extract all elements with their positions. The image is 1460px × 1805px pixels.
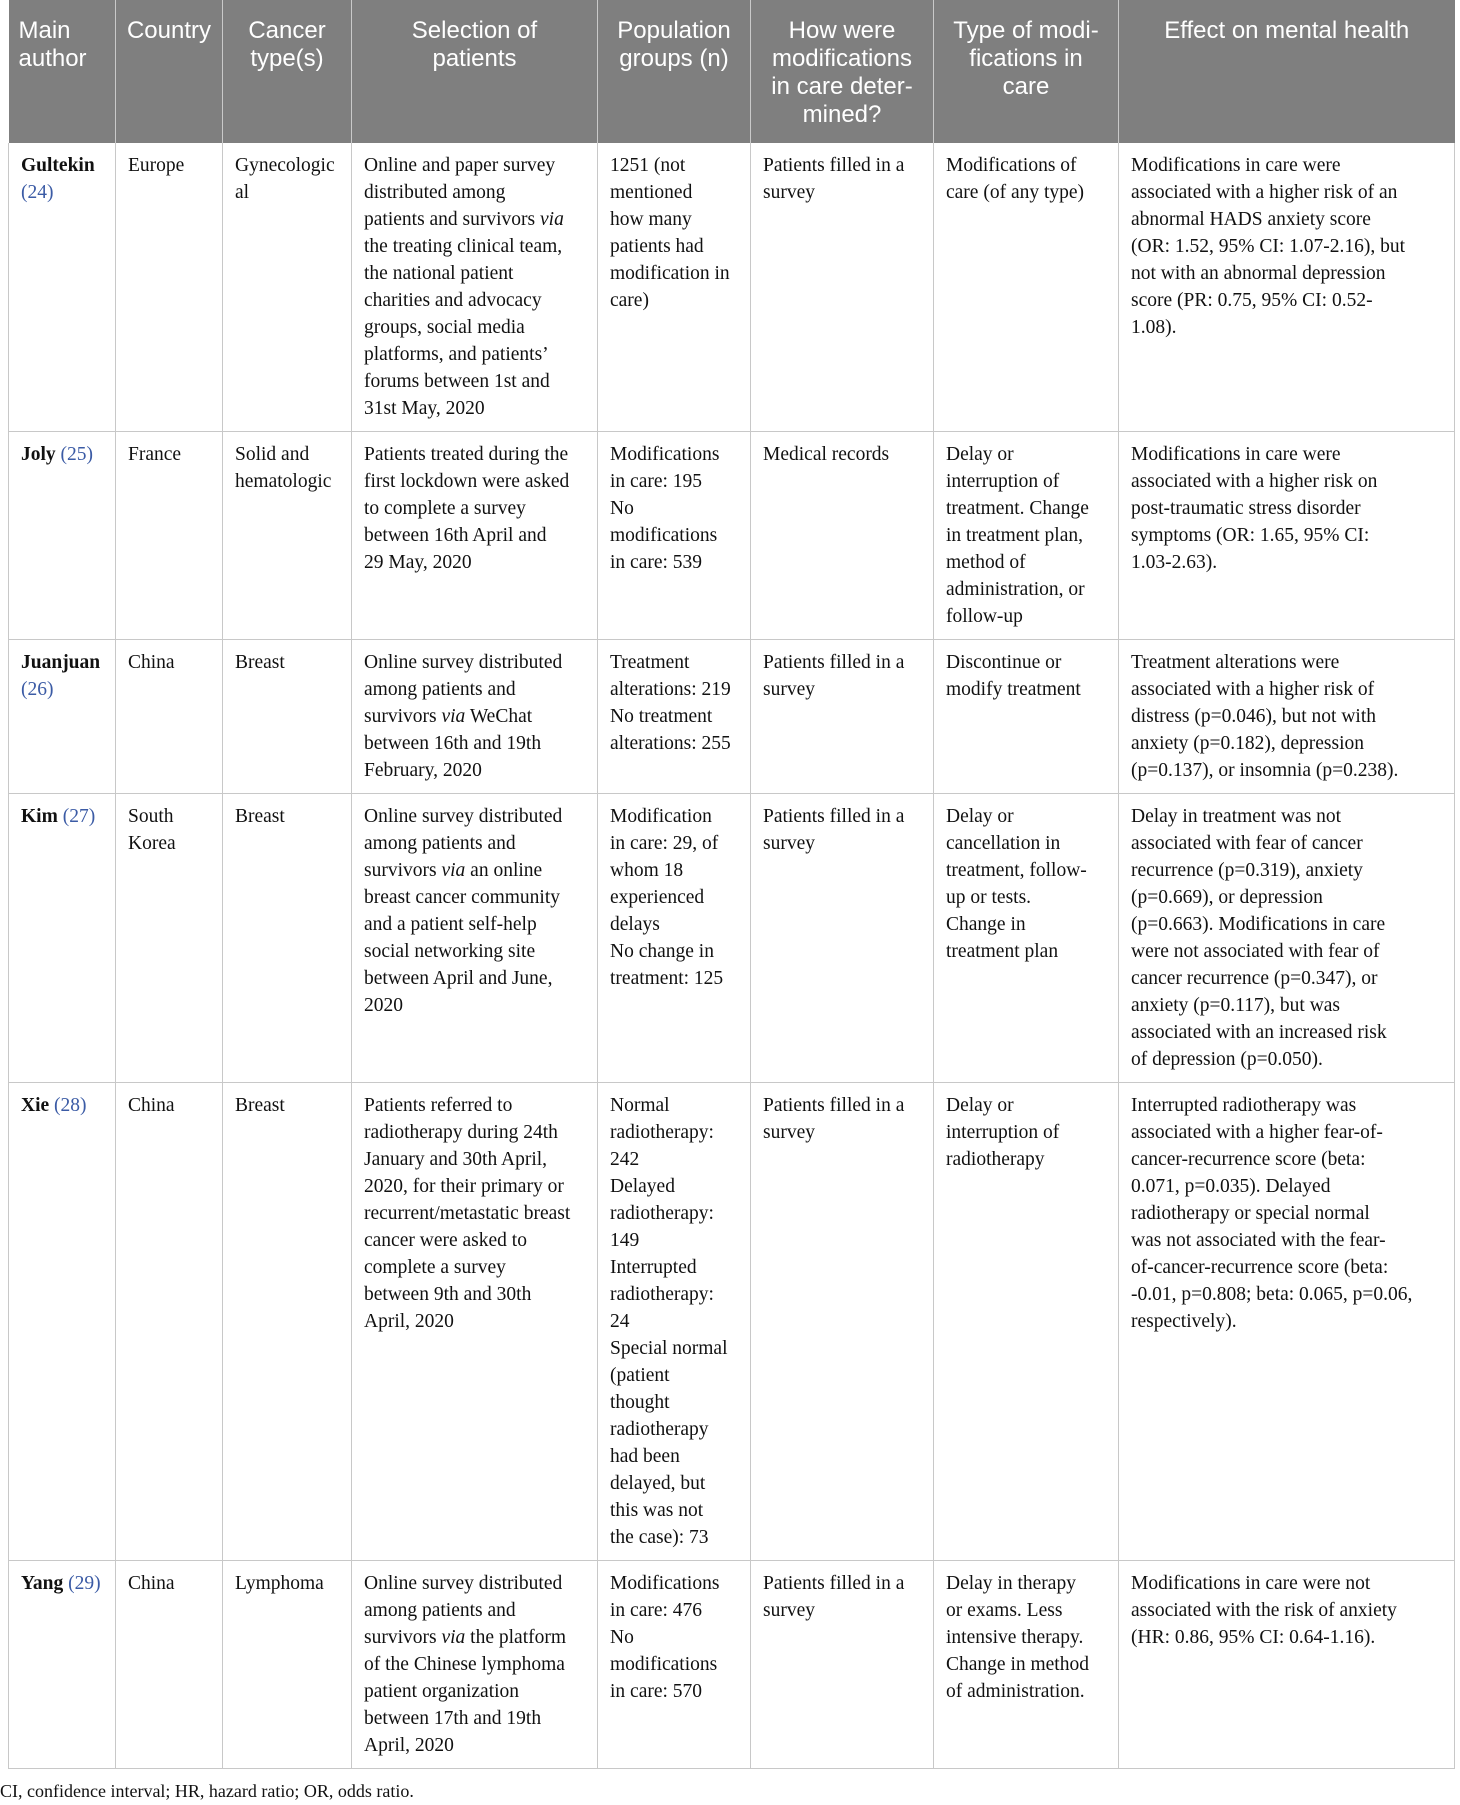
reference-link[interactable]: (29) (68, 1573, 101, 1594)
selection-cell (352, 143, 598, 432)
effect-cell-line: Modifications in care were (1131, 155, 1341, 176)
determined-cell-line: survey (763, 182, 815, 203)
effect-cell-line: score (PR: 0.75, 95% CI: 0.52- (1131, 290, 1373, 311)
header-selection (352, 0, 598, 143)
modification-type-cell-line: up or tests. (946, 887, 1032, 908)
effect-cell-line: post-traumatic stress disorder (1131, 498, 1361, 519)
header-how-determined (751, 0, 934, 143)
population-cell-line: in care: 195 (610, 471, 703, 492)
effect-cell-line: Modifications in care were not (1131, 1573, 1371, 1594)
population-cell-line: No (610, 498, 634, 519)
effect-cell-line: associated with a higher risk of an (1131, 182, 1398, 203)
modification-type-cell-line: Discontinue or (946, 652, 1062, 673)
author-cell (9, 432, 116, 640)
effect-cell-line: symptoms (OR: 1.65, 95% CI: (1131, 525, 1370, 546)
population-cell-line: Interrupted (610, 1257, 697, 1278)
effect-cell-line: 1.08). (1131, 317, 1177, 338)
effect-cell-line: Treatment alterations were (1131, 652, 1340, 673)
selection-cell (352, 1083, 598, 1561)
modification-type-cell-line: Delay or (946, 444, 1014, 465)
cancer-type-cell: Breast (223, 1083, 352, 1561)
cancer-type-cell: Lymphoma (223, 1561, 352, 1769)
selection-cell-line: February, 2020 (364, 760, 482, 781)
selection-cell-line: 31st May, 2020 (364, 398, 485, 419)
selection-cell-line: 2020 (364, 995, 403, 1016)
cancer-type-cell: Breast (223, 640, 352, 794)
selection-cell-line: distributed among (364, 182, 506, 203)
cancer-type-cell: Gynecological (223, 143, 352, 432)
population-cell-line: mentioned (610, 182, 693, 203)
population-cell-line: in care: 570 (610, 1681, 703, 1702)
population-cell-line: Modifications (610, 1573, 720, 1594)
determined-cell-line: Patients filled in a (763, 1095, 905, 1116)
modification-type-cell-line: radiotherapy (946, 1149, 1045, 1170)
selection-cell (352, 1561, 598, 1769)
author-name: Yang (21, 1573, 64, 1594)
selection-cell-line: between 17th and 19th (364, 1708, 542, 1729)
determined-cell (751, 794, 934, 1083)
determined-cell-line: survey (763, 1122, 815, 1143)
effect-cell-line: associated with fear of cancer (1131, 833, 1363, 854)
modification-type-cell (934, 794, 1119, 1083)
table-row (9, 640, 1455, 794)
selection-cell-line: patient organization (364, 1681, 520, 1702)
table-body (9, 143, 1455, 1769)
modification-type-cell (934, 432, 1119, 640)
determined-cell-line: survey (763, 679, 815, 700)
population-cell-line: 24 (610, 1311, 630, 1332)
header-row (9, 0, 1455, 143)
table-footnote: CI, confidence interval; HR, hazard ratio; OR, odds ratio. (0, 1781, 414, 1801)
selection-cell-line: Online survey distributed (364, 806, 563, 827)
table-row (9, 1083, 1455, 1561)
population-cell-line: in care: 29, of (610, 833, 719, 854)
selection-cell-line: the national patient (364, 263, 514, 284)
author-name: Juanjuan (21, 652, 101, 673)
header-population (598, 0, 751, 143)
modification-type-cell (934, 640, 1119, 794)
selection-cell-line: January and 30th April, (364, 1149, 548, 1170)
effect-cell-line: was not associated with the fear- (1131, 1230, 1386, 1251)
selection-cell-line: platforms, and patients’ (364, 344, 549, 365)
population-cell-line: how many (610, 209, 692, 230)
results-table (8, 0, 1455, 1769)
header-line: modifications (771, 45, 913, 72)
effect-cell-line: Interrupted radiotherapy was (1131, 1095, 1357, 1116)
selection-cell-line: among patients and (364, 833, 516, 854)
header-line: mined? (802, 101, 882, 128)
header-type-modifications (934, 0, 1119, 143)
effect-cell-line: not with an abnormal depression (1131, 263, 1386, 284)
population-cell-line: had been (610, 1446, 680, 1467)
author-cell (9, 794, 116, 1083)
population-cell-line: Special normal (610, 1338, 728, 1359)
selection-cell-line: between 9th and 30th (364, 1284, 532, 1305)
population-cell (598, 143, 751, 432)
effect-cell-line: were not associated with fear of (1131, 941, 1380, 962)
population-cell-line: in care: 539 (610, 552, 703, 573)
effect-cell-line: (HR: 0.86, 95% CI: 0.64-1.16). (1131, 1627, 1376, 1648)
table-row (9, 1561, 1455, 1769)
population-cell-line: thought (610, 1392, 670, 1413)
country-cell: Europe (116, 143, 223, 432)
header-cancer-types (223, 0, 352, 143)
population-cell-line: 1251 (not (610, 155, 686, 176)
effect-cell-line: associated with a higher fear-of- (1131, 1122, 1383, 1143)
country-cell: South Korea (116, 794, 223, 1083)
population-cell-line: Treatment (610, 652, 690, 673)
population-cell-line: delays (610, 914, 660, 935)
selection-cell (352, 432, 598, 640)
selection-cell-line: among patients and (364, 1600, 516, 1621)
author-name: Kim (21, 806, 58, 827)
effect-cell-line: (p=0.669), or depression (1131, 887, 1323, 908)
author-name: Joly (21, 444, 56, 465)
modification-type-cell-line: Modifications of (946, 155, 1077, 176)
population-cell-line: treatment: 125 (610, 968, 724, 989)
selection-cell-line: among patients and (364, 679, 516, 700)
population-cell-line: patients had (610, 236, 704, 257)
modification-type-cell-line: follow-up (946, 606, 1023, 627)
effect-cell (1119, 1083, 1455, 1561)
selection-cell (352, 794, 598, 1083)
table-row (9, 143, 1455, 432)
effect-cell-line: cancer recurrence (p=0.347), or (1131, 968, 1378, 989)
selection-cell-line: recurrent/metastatic breast (364, 1203, 571, 1224)
effect-cell-line: radiotherapy or special normal (1131, 1203, 1370, 1224)
effect-cell (1119, 1561, 1455, 1769)
population-cell-line: 242 (610, 1149, 640, 1170)
author-name: Gultekin (21, 155, 95, 176)
population-cell-line: (patient (610, 1365, 670, 1386)
effect-cell (1119, 143, 1455, 432)
selection-cell-line: survivors via WeChat (364, 706, 533, 727)
header-line: in care deter- (771, 73, 913, 100)
selection-cell-line: survivors via an online (364, 860, 543, 881)
determined-cell-line: Patients filled in a (763, 1573, 905, 1594)
selection-cell-line: and a patient self-help (364, 914, 537, 935)
modification-type-cell-line: Delay in therapy (946, 1573, 1076, 1594)
effect-cell-line: associated with a higher risk of (1131, 679, 1375, 700)
modification-type-cell-line: cancellation in (946, 833, 1061, 854)
country-cell: France (116, 432, 223, 640)
effect-cell-line: recurrence (p=0.319), anxiety (1131, 860, 1363, 881)
modification-type-cell-line: Delay or (946, 806, 1014, 827)
selection-cell-line: 2020, for their primary or (364, 1176, 564, 1197)
determined-cell (751, 143, 934, 432)
header-line: Selection of (411, 17, 538, 44)
selection-cell-line: to complete a survey (364, 498, 526, 519)
selection-cell-line: Patients treated during the (364, 444, 569, 465)
effect-cell (1119, 640, 1455, 794)
reference-link[interactable]: (28) (54, 1095, 87, 1116)
selection-cell-line: charities and advocacy (364, 290, 542, 311)
determined-cell-line: survey (763, 1600, 815, 1621)
country-cell: China (116, 1083, 223, 1561)
reference-link[interactable]: (27) (62, 806, 96, 827)
determined-cell (751, 1561, 934, 1769)
selection-cell-line: cancer were asked to (364, 1230, 527, 1251)
modification-type-cell-line: or exams. Less (946, 1600, 1063, 1621)
header-main-author (9, 0, 116, 143)
population-cell-line: alterations: 255 (610, 733, 731, 754)
effect-cell-line: of-cancer-recurrence score (beta: (1131, 1257, 1389, 1278)
effect-cell-line: distress (p=0.046), but not with (1131, 706, 1376, 727)
header-line: Country (126, 17, 212, 44)
effect-cell-line: associated with the risk of anxiety (1131, 1600, 1397, 1621)
effect-cell-line: (OR: 1.52, 95% CI: 1.07-2.16), but (1131, 236, 1406, 257)
modification-type-cell-line: modify treatment (946, 679, 1081, 700)
population-cell-line: Delayed (610, 1176, 675, 1197)
selection-cell-line: between 16th April and (364, 525, 547, 546)
table-row (9, 794, 1455, 1083)
effect-cell (1119, 432, 1455, 640)
population-cell-line: radiotherapy: (610, 1122, 714, 1143)
selection-cell-line: complete a survey (364, 1257, 506, 1278)
determined-cell (751, 640, 934, 794)
effect-cell-line: (p=0.137), or insomnia (p=0.238). (1131, 760, 1399, 781)
determined-cell (751, 1083, 934, 1561)
modification-type-cell (934, 1083, 1119, 1561)
modification-type-cell (934, 1561, 1119, 1769)
effect-cell-line: associated with a higher risk on (1131, 471, 1378, 492)
determined-cell-line: Patients filled in a (763, 652, 905, 673)
selection-cell-line: April, 2020 (364, 1311, 454, 1332)
cancer-type-cell: Solid and hematologic (223, 432, 352, 640)
header-line: Population (617, 17, 731, 44)
population-cell-line: Normal (610, 1095, 670, 1116)
selection-cell-line: the treating clinical team, (364, 236, 563, 257)
modification-type-cell-line: interruption of (946, 471, 1060, 492)
selection-cell-line: groups, social media (364, 317, 525, 338)
population-cell (598, 640, 751, 794)
effect-cell-line: of depression (p=0.050). (1131, 1049, 1323, 1070)
author-cell (9, 1083, 116, 1561)
selection-cell-line: of the Chinese lymphoma (364, 1654, 565, 1675)
header-line: care (1002, 73, 1050, 100)
reference-link[interactable]: (26) (21, 679, 54, 700)
selection-cell-line: Online survey distributed (364, 1573, 563, 1594)
modification-type-cell-line: treatment plan (946, 941, 1059, 962)
header-line: type(s) (250, 45, 324, 72)
effect-cell-line: abnormal HADS anxiety score (1131, 209, 1371, 230)
population-cell-line: experienced (610, 887, 705, 908)
selection-cell-line: radiotherapy during 24th (364, 1122, 558, 1143)
population-cell-line: radiotherapy (610, 1419, 709, 1440)
effect-cell-line: 1.03-2.63). (1131, 552, 1218, 573)
population-cell-line: the case): 73 (610, 1527, 709, 1548)
population-cell-line: in care: 476 (610, 1600, 703, 1621)
selection-cell-line: patients and survivors via (364, 209, 564, 230)
modification-type-cell-line: treatment, follow- (946, 860, 1087, 881)
population-cell-line: alterations: 219 (610, 679, 731, 700)
selection-cell-line: Online and paper survey (364, 155, 556, 176)
header-line: Effect on mental health (1164, 17, 1410, 44)
modification-type-cell-line: Change in method (946, 1654, 1089, 1675)
population-cell (598, 1561, 751, 1769)
population-cell-line: No (610, 1627, 634, 1648)
author-cell (9, 640, 116, 794)
population-cell-line: No treatment (610, 706, 713, 727)
effect-cell-line: anxiety (p=0.182), depression (1131, 733, 1365, 754)
selection-cell-line: between 16th and 19th (364, 733, 542, 754)
country-cell: China (116, 640, 223, 794)
selection-cell-line: survivors via the platform (364, 1627, 567, 1648)
modification-type-cell-line: Change in (946, 914, 1026, 935)
population-cell (598, 1083, 751, 1561)
determined-cell (751, 432, 934, 640)
reference-link[interactable]: (25) (60, 444, 94, 465)
modification-type-cell-line: administration, or (946, 579, 1085, 600)
author-name: Xie (21, 1095, 50, 1116)
effect-cell-line: Delay in treatment was not (1131, 806, 1342, 827)
population-cell-line: Modification (610, 806, 712, 827)
population-cell-line: care) (610, 290, 649, 311)
selection-cell-line: breast cancer community (364, 887, 560, 908)
population-cell-line: this was not (610, 1500, 704, 1521)
population-cell (598, 432, 751, 640)
header-effect (1119, 0, 1455, 143)
reference-link[interactable]: (24) (21, 182, 54, 203)
determined-cell-line: survey (763, 833, 815, 854)
population-cell-line: delayed, but (610, 1473, 706, 1494)
population-cell-line: radiotherapy: (610, 1284, 714, 1305)
header-line: groups (n) (619, 45, 729, 72)
modification-type-cell-line: treatment. Change (946, 498, 1089, 519)
table-container (8, 0, 1454, 1769)
header-line: patients (432, 45, 517, 72)
header-line: fications in (969, 45, 1083, 72)
effect-cell-line: respectively). (1131, 1311, 1237, 1332)
selection-cell-line: Patients referred to (364, 1095, 513, 1116)
population-cell-line: 149 (610, 1230, 640, 1251)
header-country (116, 0, 223, 143)
population-cell-line: modifications (610, 525, 718, 546)
selection-cell-line: first lockdown were asked (364, 471, 570, 492)
selection-cell-line: social networking site (364, 941, 536, 962)
author-cell (9, 143, 116, 432)
selection-cell-line: forums between 1st and (364, 371, 550, 392)
modification-type-cell-line: Delay or (946, 1095, 1014, 1116)
effect-cell-line: 0.071, p=0.035). Delayed (1131, 1176, 1331, 1197)
determined-cell-line: Patients filled in a (763, 155, 905, 176)
effect-cell-line: anxiety (p=0.117), but was (1131, 995, 1341, 1016)
modification-type-cell-line: method of (946, 552, 1026, 573)
effect-cell-line: associated with an increased risk (1131, 1022, 1387, 1043)
modification-type-cell-line: intensive therapy. (946, 1627, 1084, 1648)
modification-type-cell-line: in treatment plan, (946, 525, 1083, 546)
header-line: How were (788, 17, 896, 44)
determined-cell-line: Medical records (763, 444, 890, 465)
population-cell-line: whom 18 (610, 860, 684, 881)
cancer-type-cell: Breast (223, 794, 352, 1083)
selection-cell-line: between April and June, (364, 968, 553, 989)
population-cell-line: radiotherapy: (610, 1203, 714, 1224)
modification-type-cell-line: of administration. (946, 1681, 1085, 1702)
population-cell-line: modification in (610, 263, 730, 284)
selection-cell-line: Online survey distributed (364, 652, 563, 673)
effect-cell-line: (p=0.663). Modifications in care (1131, 914, 1386, 935)
population-cell-line: No change in (610, 941, 714, 962)
header-line: author (18, 45, 87, 72)
determined-cell-line: Patients filled in a (763, 806, 905, 827)
population-cell (598, 794, 751, 1083)
effect-cell-line: Modifications in care were (1131, 444, 1341, 465)
modification-type-cell-line: care (of any type) (946, 182, 1085, 203)
header-line: Cancer (248, 17, 326, 44)
selection-cell-line: 29 May, 2020 (364, 552, 472, 573)
header-line: Type of modi- (953, 17, 1099, 44)
selection-cell-line: April, 2020 (364, 1735, 454, 1756)
population-cell-line: Modifications (610, 444, 720, 465)
header-line: Main (18, 17, 71, 44)
effect-cell-line: -0.01, p=0.808; beta: 0.065, p=0.06, (1131, 1284, 1413, 1305)
country-cell: China (116, 1561, 223, 1769)
selection-cell (352, 640, 598, 794)
population-cell-line: modifications (610, 1654, 718, 1675)
modification-type-cell-line: interruption of (946, 1122, 1060, 1143)
modification-type-cell (934, 143, 1119, 432)
table-row (9, 432, 1455, 640)
author-cell (9, 1561, 116, 1769)
effect-cell-line: cancer-recurrence score (beta: (1131, 1149, 1366, 1170)
effect-cell (1119, 794, 1455, 1083)
